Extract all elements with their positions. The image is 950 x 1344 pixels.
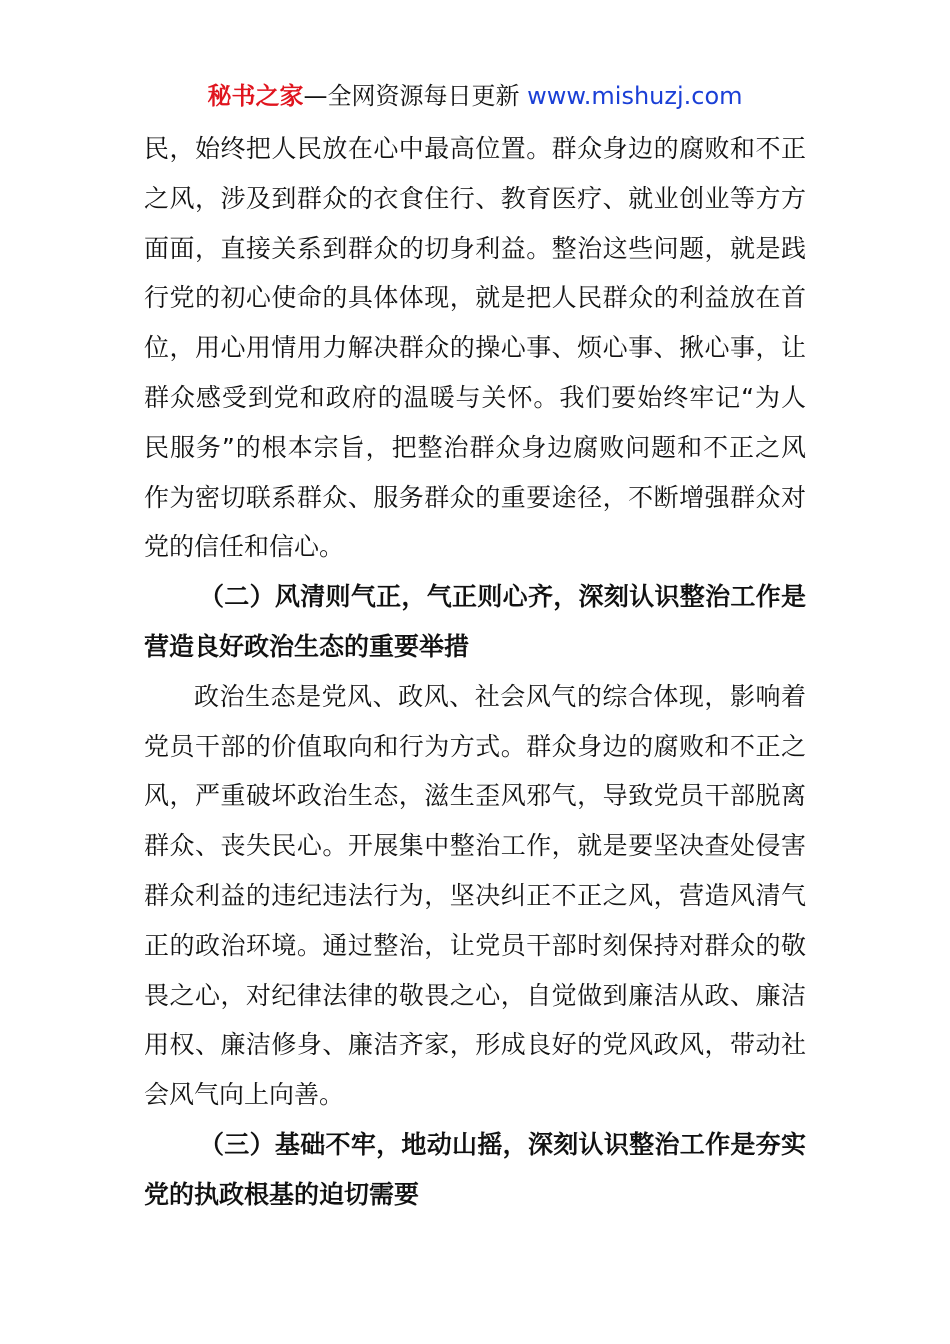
document-body — [144, 124, 806, 1220]
section-heading-2: （二）风清则气正，气正则心齐，深刻认识整治工作是营造良好政治生态的重要举措 — [144, 582, 806, 661]
site-brand: 秘书之家 — [207, 82, 304, 110]
site-url-link[interactable]: www.mishuzj.com — [527, 82, 743, 110]
site-header — [0, 80, 950, 112]
body-paragraph-continued: 民，始终把人民放在心中最高位置。群众身边的腐败和不正之风，涉及到群众的衣食住行、教育医疗、就业创业等方方面面，直接关系到群众的切身利益。整治这些问题，就是践行党的初心使命的具体体现，就是把人民群众的利益放在首位，用心用情用力解决群众的操心事、烦心事、揪心事，让群众感受到党和政府的温暖与关怀。我们要始终牢记“为人民服务”的根本宗旨，把整治群众身边腐败问题和不正之风作为密切联系群众、服务群众的重要途径，不断增强群众对党的信任和信心。 — [144, 134, 806, 562]
body-paragraph-2: 政治生态是党风、政风、社会风气的综合体现，影响着党员干部的价值取向和行为方式。群众身边的腐败和不正之风，严重破坏政治生态，滋生歪风邪气，导致党员干部脱离群众、丧失民心。开展集中整治工作，就是要坚决查处侵害群众利益的违纪违法行为，坚决纠正不正之风，营造风清气正的政治环境。通过整治，让党员干部时刻保持对群众的敬畏之心，对纪律法律的敬畏之心，自觉做到廉洁从政、廉洁用权、廉洁修身、廉洁齐家，形成良好的党风政风，带动社会风气向上向善。 — [144, 681, 806, 1110]
site-tagline: —全网资源每日更新 — [303, 82, 528, 110]
section-heading-3: （三）基础不牢，地动山摇，深刻认识整治工作是夯实党的执政根基的迫切需要 — [144, 1129, 806, 1209]
